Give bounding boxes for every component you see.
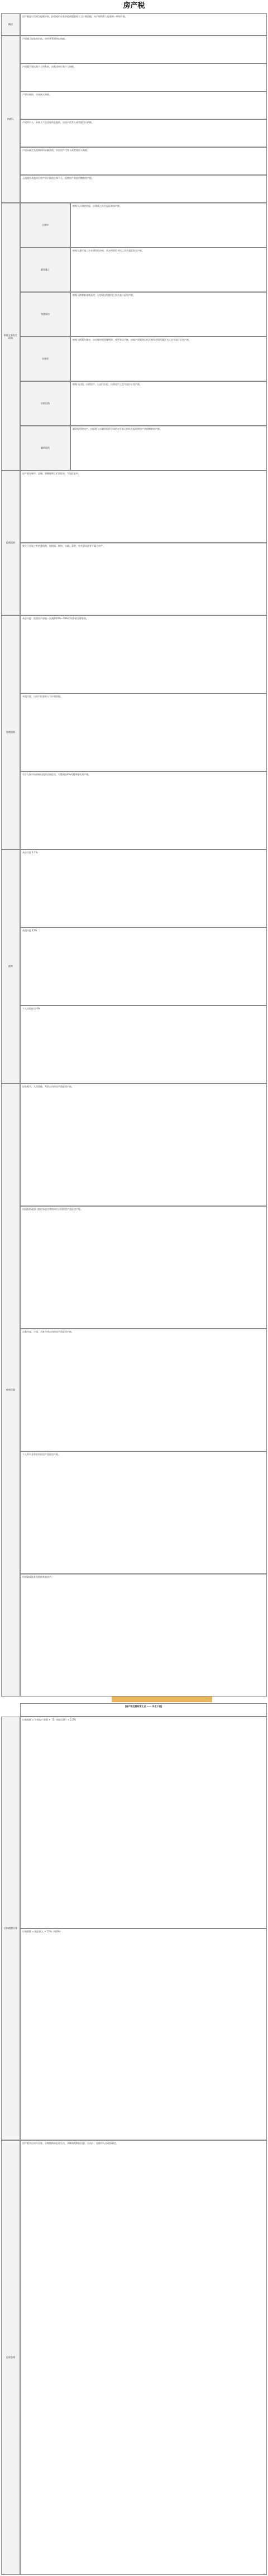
taxpayer-row-5: 产权未确定及租典纠纷未解决的，亦由房产代管人或者使用人纳税。 bbox=[20, 147, 267, 175]
relief-item-1: 国家机关、人民团体、军队自用的房产免征房产税。 bbox=[20, 1083, 267, 1206]
relief-item-5: 经财政部批准免税的其他房产。 bbox=[20, 1574, 267, 1697]
basis-label: 计税依据 bbox=[1, 615, 20, 849]
page-title: 房产税 bbox=[123, 2, 145, 10]
scope-item-4-text: 纳税人购置存量房，自办理房屋权属转移、变更登记手续，房地产权属登记机关签发房屋权属证书之次月起计征房产税。 bbox=[70, 337, 267, 381]
basis-row-1: 从价计征：依照房产原值一次减除10%～30%后的余值计算缴纳。 bbox=[20, 615, 267, 693]
levy-range-text-2: 独立于房屋之外的建筑物，如围墙、烟囱、水塔、菜窖、室外游泳池等不属于房产。 bbox=[20, 543, 267, 615]
scope-item-2-name: 委托施工 bbox=[20, 247, 70, 292]
scope-item-1-name: 自建房 bbox=[20, 203, 70, 247]
relief-item-3: 宗教寺庙、公园、名胜古迹自用的房产免征房产税。 bbox=[20, 1329, 267, 1451]
relief-item-2: 由国家财政部门拨付事业经费的单位自用的房产免征房产税。 bbox=[20, 1206, 267, 1329]
levy-range-text-1: 房产税在城市、县城、建制镇和工矿区征收，不包括农村。 bbox=[20, 470, 267, 543]
scope-item-1-text: 纳税人自建的房屋，自建成之次月起征收房产税。 bbox=[70, 203, 267, 247]
calc-label: 应纳税额计算 bbox=[1, 1717, 20, 2140]
scope-item-4-name: 存量房 bbox=[20, 337, 70, 381]
scope-item-6-text: 融资租赁的房产，由承租人自融资租赁合同约定开始日的次月起依照房产余值缴纳房产税。 bbox=[70, 426, 267, 470]
overview-text: 房产税是以房屋为征税对象，按房屋的计税余值或租金收入为计税依据，向产权所有人征收的一种财产税。 bbox=[20, 13, 267, 36]
scope-item-3-name: 购置新房 bbox=[20, 292, 70, 337]
scope-label: 纳税义务发生时间 bbox=[1, 203, 20, 470]
rate-row-1: 从价计征 1.2% bbox=[20, 849, 267, 927]
relief-item-4: 个人所有非营业用的房产免征房产税。 bbox=[20, 1451, 267, 1574]
scope-item-6-name: 融资租赁 bbox=[20, 426, 70, 470]
calc-formula-2: 应纳税额 = 租金收入 × 12%（或4%） bbox=[20, 1928, 267, 2140]
taxpayer-row-6: 无租使用其他单位房产的应税单位和个人，依照房产余值代缴纳房产税。 bbox=[20, 175, 267, 203]
relief-label: 税收优惠 bbox=[1, 1083, 20, 1697]
scope-item-2-text: 纳税人委托施工企业建设的房屋，从办理验收手续之次月起征收房产税。 bbox=[70, 247, 267, 292]
rate-row-2: 从租计征 12% bbox=[20, 927, 267, 1005]
scope-item-3-text: 纳税人购置新建商品房，自房屋交付使用之次月起计征房产税。 bbox=[70, 292, 267, 337]
overview-label: 概述 bbox=[1, 13, 20, 36]
basis-row-2: 从租计征：以房产租金收入为计税依据。 bbox=[20, 693, 267, 771]
taxpayer-row-1: 产权属于国家所有的，由经营管理单位纳税。 bbox=[20, 36, 267, 64]
levy-range-label: 征税范围 bbox=[1, 470, 20, 615]
taxpayer-row-3: 产权出典的，由承典人纳税。 bbox=[20, 91, 267, 119]
basis-row-3: 对个人按市场价格出租的居民住房，可暂减按4%的税率征收房产税。 bbox=[20, 771, 267, 849]
rate-label: 税率 bbox=[1, 849, 20, 1083]
collection-label: 征收管理 bbox=[1, 2140, 20, 2575]
calc-formula-1: 应纳税额 = 应税房产原值 ×（1－扣除比例）× 1.2% bbox=[20, 1717, 267, 1928]
taxpayer-row-4: 产权所有人、承典人不在房屋所在地的，由房产代管人或者使用人纳税。 bbox=[20, 119, 267, 147]
scope-item-5-text: 纳税人出租、出借房产，自交付出租、出借房产之次月起计征房产税。 bbox=[70, 381, 267, 426]
scope-item-5-name: 出租出借 bbox=[20, 381, 70, 426]
taxpayer-row-2: 产权属于集体和个人所有的，由集体单位和个人纳税。 bbox=[20, 64, 267, 91]
rate-row-3: 个人出租住房 4% bbox=[20, 1005, 267, 1083]
taxpayer-label: 纳税人 bbox=[1, 36, 20, 203]
highlight-banner: [房产税优惠政策汇总 —— 详见下表] bbox=[20, 1703, 267, 1717]
highlight-bar bbox=[112, 1697, 212, 1702]
collection-text: 房产税实行按年计算、分期缴纳的征收方法，具体纳税期限由省、自治区、直辖市人民政府确定。 bbox=[20, 2140, 267, 2575]
